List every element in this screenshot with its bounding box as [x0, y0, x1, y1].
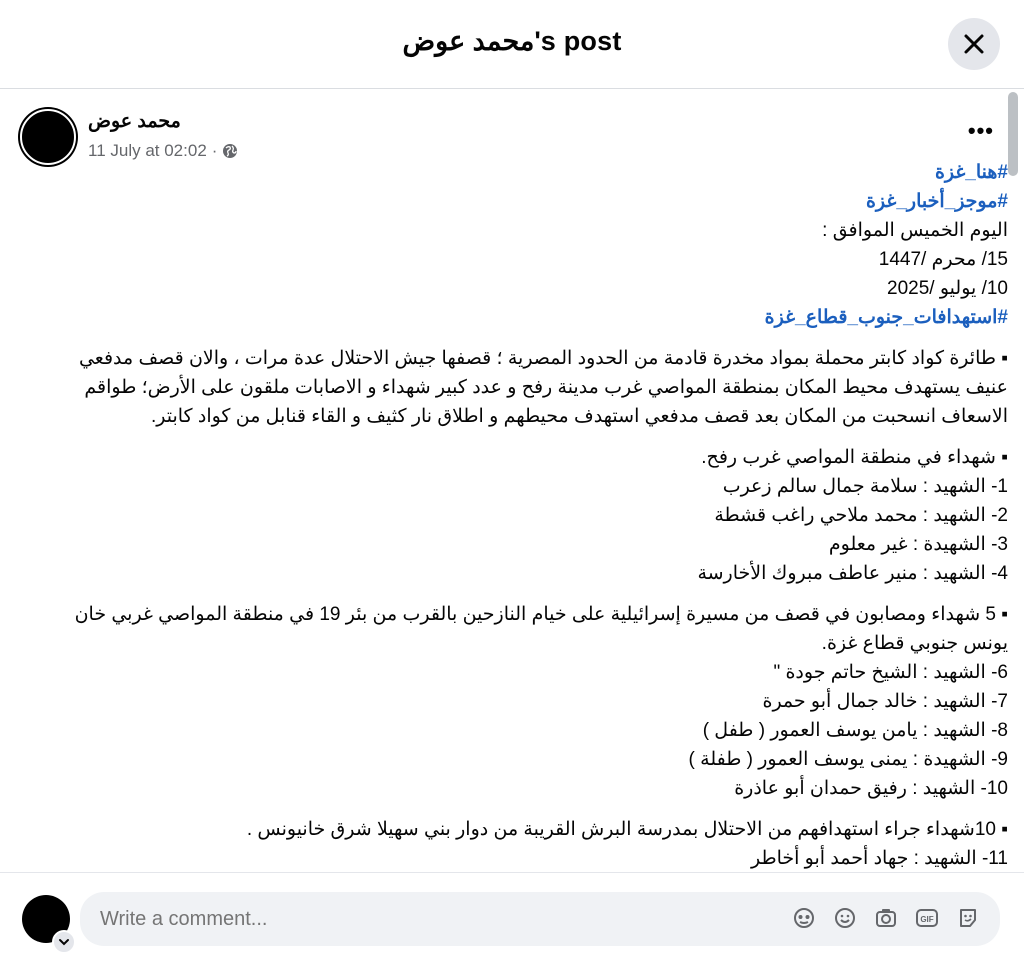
chevron-down-icon — [58, 936, 70, 948]
news-paragraph: ▪︎ 10شهداء جراء استهدافهم من الاحتلال بمدرسة البرش القريبة من دوار بني سهيلا شرق خانيونس . — [246, 819, 1008, 840]
gif-icon[interactable] — [915, 906, 939, 930]
list-item: 11- الشهيد : جهاد أحمد أبو أخاطر — [750, 848, 1008, 869]
svg-text:GIF: GIF — [920, 915, 934, 924]
comment-box[interactable] — [80, 892, 1000, 946]
sticker-icon[interactable] — [956, 906, 980, 930]
list-item: 3- الشهيدة : غير معلوم — [828, 534, 1008, 555]
date-line: اليوم الخميس الموافق : — [822, 220, 1008, 241]
list-item: 2- الشهيد : محمد ملاحي راغب قشطة — [714, 505, 1008, 526]
post-timestamp[interactable]: 11 July at 02:02 — [88, 141, 207, 160]
author-name[interactable]: محمد عوض — [88, 111, 181, 132]
date-line: 10/ يوليو /2025 — [887, 278, 1008, 299]
list-item: 1- الشهيد : سلامة جمال سالم زعرب — [722, 476, 1008, 497]
hashtag-link[interactable]: #استهدافات_جنوب_قطاع_غزة — [764, 307, 1008, 328]
list-item: 10- الشهيد : رفيق حمدان أبو عاذرة — [734, 778, 1008, 799]
list-item: 6- الشهيد : الشيخ حاتم جودة " — [773, 662, 1008, 683]
close-icon — [963, 33, 985, 55]
list-item: 4- الشهيد : منير عاطف مبروك الأخارسة — [697, 563, 1008, 584]
news-paragraph: ▪︎ طائرة كواد كابتر محملة بمواد مخدرة قادمة من الحدود المصرية ؛ قصفها جيش الاحتلال عدة مرات ، والان قصف مدفعي عنيف يستهدف محيط المكان بمنطقة المواصي غرب مدينة رفح و عدد كبير شهداء و الاصابات ملقون على الأرض؛ طواقم الاسعاف انسحبت من المكان بعد قصف مدفعي استهدف محيطهم و اطلاق نار كثيف و القاء قنابل من كواد كابتر. — [78, 348, 1008, 427]
list-item: 8- الشهيد : يامن يوسف العمور ( طفل ) — [702, 720, 1008, 741]
author-avatar[interactable] — [20, 109, 76, 165]
comment-input[interactable] — [98, 907, 782, 932]
globe-icon[interactable] — [222, 143, 238, 159]
list-item: 9- الشهيدة : يمنى يوسف العمور ( طفلة ) — [688, 749, 1008, 770]
dialog-title: محمد عوض's post — [402, 26, 622, 56]
dialog-header — [0, 0, 1024, 89]
post-content — [50, 158, 1008, 873]
more-options-icon: ••• — [967, 118, 994, 143]
hashtag-link[interactable]: #هنا_غزة — [934, 162, 1008, 183]
date-line: 15/ محرم /1447 — [878, 249, 1008, 270]
avatar-menu-button[interactable] — [52, 930, 76, 954]
avatar-sticker-icon[interactable] — [792, 906, 816, 930]
meta-separator: · — [211, 141, 218, 160]
emoji-icon[interactable] — [833, 906, 857, 930]
comment-toolbar — [792, 906, 980, 930]
hashtag-link[interactable]: #موجز_أخبار_غزة — [865, 191, 1008, 212]
camera-icon[interactable] — [874, 906, 898, 930]
close-button[interactable] — [948, 18, 1000, 70]
more-options-button[interactable] — [968, 118, 994, 144]
news-paragraph: ▪︎ 5 شهداء ومصابون في قصف من مسيرة إسرائيلية على خيام النازحين بالقرب من بئر 19 في منطقة المواصي غربي خان يونس جنوبي قطاع غزة. — [74, 604, 1008, 654]
scrollbar-thumb[interactable] — [1008, 92, 1018, 176]
section-heading: ▪︎ شهداء في منطقة المواصي غرب رفح. — [701, 447, 1008, 468]
list-item: 7- الشهيد : خالد جمال أبو حمرة — [762, 691, 1008, 712]
